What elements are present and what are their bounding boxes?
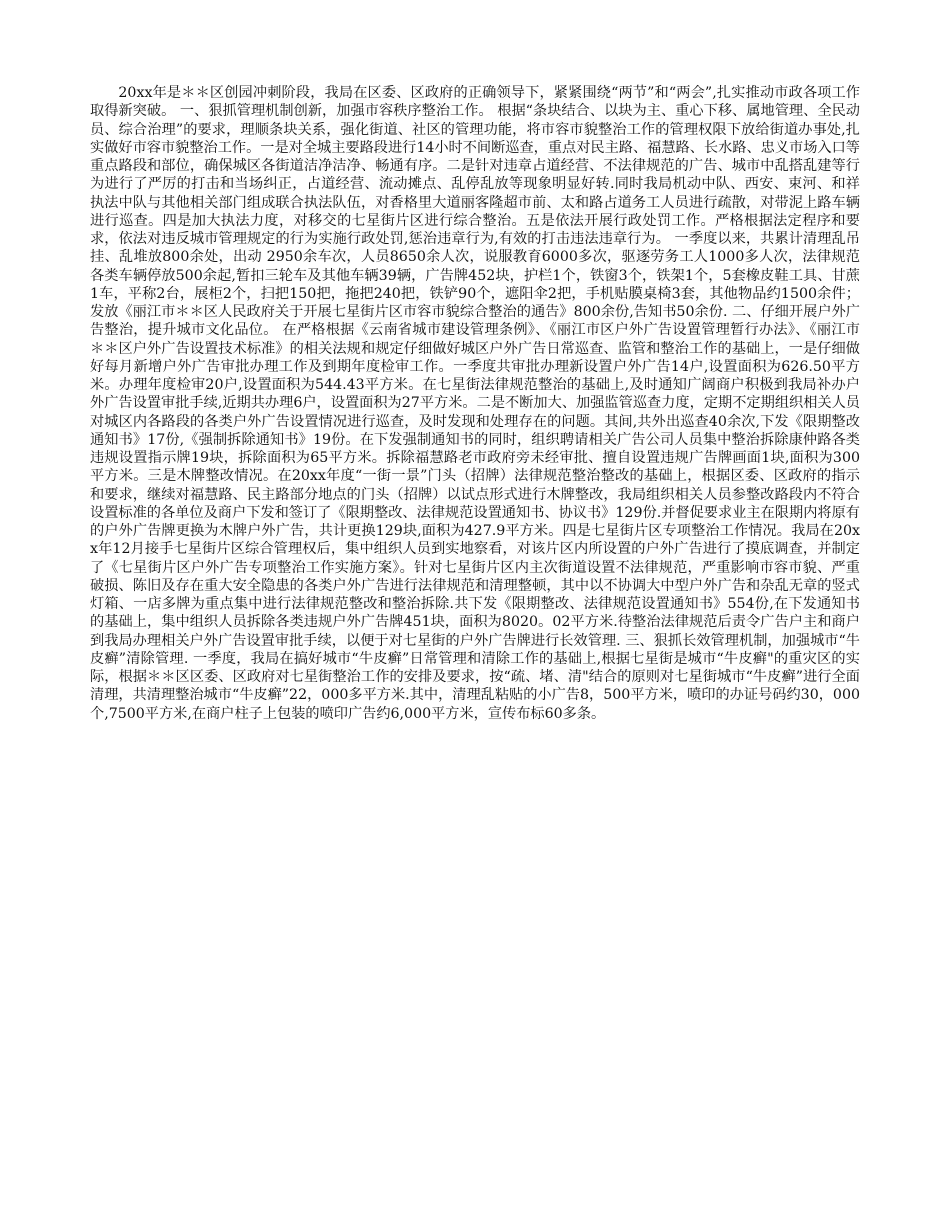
- report-body-paragraph: 20xx年是＊＊区创园冲刺阶段，我局在区委、区政府的正确领导下，紧紧围绕“两节”和“两会”,扎实推动市政各项工作取得新突破。 一、狠抓管理机制创新，加强市容秩序整治工作。 根据“条块结合、以块为主、重心下移、属地管理、全民动员、综合治理”的要求，理顺条块关系，强化街道、社区的管理功能，将市容市貌整治工作的管理权限下放给街道办事处,扎实做好市容市貌整治工作。一是对全城主要路段进行14小时不间断巡查，重点对民主路、福慧路、长水路、忠义市场入口等重点路段和部位，确保城区各街道洁净洁净、畅通有序。二是针对违章占道经营、不法律规范的广告、城市中乱搭乱建等行为进行了严厉的打击和当场纠正，占道经营、流动摊点、乱停乱放等现象明显好转.同时我局机动中队、西安、束河、和祥执法中队与其他相关部门组成联合执法队伍，对香格里大道丽客隆超市前、太和路占道务工人员进行疏散，对带泥上路车辆进行巡查。四是加大执法力度，对移交的七星街片区进行综合整治。五是依法开展行政处罚工作。严格根据法定程序和要求，依法对违反城市管理规定的行为实施行政处罚,惩治违章行为,有效的打击违法违章行为。 一季度以来，共累计清理乱吊挂、乱堆放800余处，出动 2950余车次，人员8650余人次，说服教育6000多次，驱逐劳务工人1000多人次，法律规范各类车辆停放500余起,暂扣三轮车及其他车辆39辆，广告牌452块，护栏1个，铁窗3个，铁架1个，5套橡皮鞋工具、甘蔗1车，平称2台，展柜2个，扫把150把，拖把240把，铁铲90个，遮阳伞2把，手机贴膜桌椅3套，其他物品约1500余件；发放《丽江市＊＊区人民政府关于开展七星街片区市容市貌综合整治的通告》800余份,告知书50余份. 二、仔细开展户外广告整治，提升城市文化品位。 在严格根据《云南省城市建设管理条例》、《丽江市区户外广告设置管理暂行办法》、《丽江市＊＊区户外广告设置技术标准》的相关法规和规定仔细做好城区户外广告日常巡查、监管和整治工作的基础上，一是仔细做好每月新增户外广告审批办理工作及到期年度检审工作。一季度共审批办理新设置户外广告14户,设置面积为626.50平方米。办理年度检审20户,设置面积为544.43平方米。在七星街法律规范整治的基础上,及时通知广阔商户积极到我局补办户外广告设置审批手续,近期共办理6户，设置面积为27平方米。二是不断加大、加强监管巡查力度，定期不定期组织相关人员对城区内各路段的各类户外广告设置情况进行巡查，及时发现和处理存在的问题。其间,共外出巡查40余次,下发《限期整改通知书》17份,《强制拆除通知书》19份。在下发强制通知书的同时，组织聘请相关广告公司人员集中整治拆除康仲路各类违规设置指示牌19块，拆除面积为65平方米。拆除福慧路老市政府旁未经审批、擅自设置违规广告牌画面1块,面积为300平方米。三是木牌整改情况。在20xx年度“一街一景”门头（招牌）法律规范整治整改的基础上，根据区委、区政府的指示和要求，继续对福慧路、民主路部分地点的门头（招牌）以试点形式进行木牌整改，我局组织相关人员参整改路段内不符合设置标准的各单位及商户下发和签订了《限期整改、法律规范设置通知书、协议书》129份.并督促要求业主在限期内将原有的户外广告牌更换为木牌户外广告，共计更换129块,面积为427.9平方米。四是七星街片区专项整治工作情况。我局在20xx年12月接手七星街片区综合管理权后，集中组织人员到实地察看，对该片区内所设置的户外广告进行了摸底调查，并制定了《七星街片区户外广告专项整治工作实施方案》。针对七星街片区内主次街道设置不法律规范，严重影响市容市貌、严重破损、陈旧及存在重大安全隐患的各类户外广告进行法律规范和清理整顿，其中以不协调大中型户外广告和杂乱无章的竖式灯箱、一店多牌为重点集中进行法律规范整改和整治拆除.共下发《限期整改、法律规范设置通知书》554份,在下发通知书的基础上，集中组织人员拆除各类违规户外广告牌451块，面积为8020。02平方米.待整治法律规范后责令广告户主和商户到我局办理相关户外广告设置审批手续，以便于对七星街的户外广告牌进行长效管理. 三、狠抓长效管理机制，加强城市“牛皮癣”清除管理. 一季度，我局在搞好城市“牛皮癣”日常管理和清除工作的基础上,根据七星街是城市“牛皮癣"的重灾区的实际，根据＊＊区区委、区政府对七星街整治工作的安排及要求，按“疏、堵、清"结合的原则对七星街城市“牛皮癣”进行全面清理，共清理整治城市“牛皮癣”22，000多平方米.其中，清理乱粘贴的小广告8，500平方米，喷印的办证号码约30，000个,7500平方米,在商户柱子上包装的喷印广告约6,000平方米，宣传布标60多条。: [90, 85, 860, 722]
